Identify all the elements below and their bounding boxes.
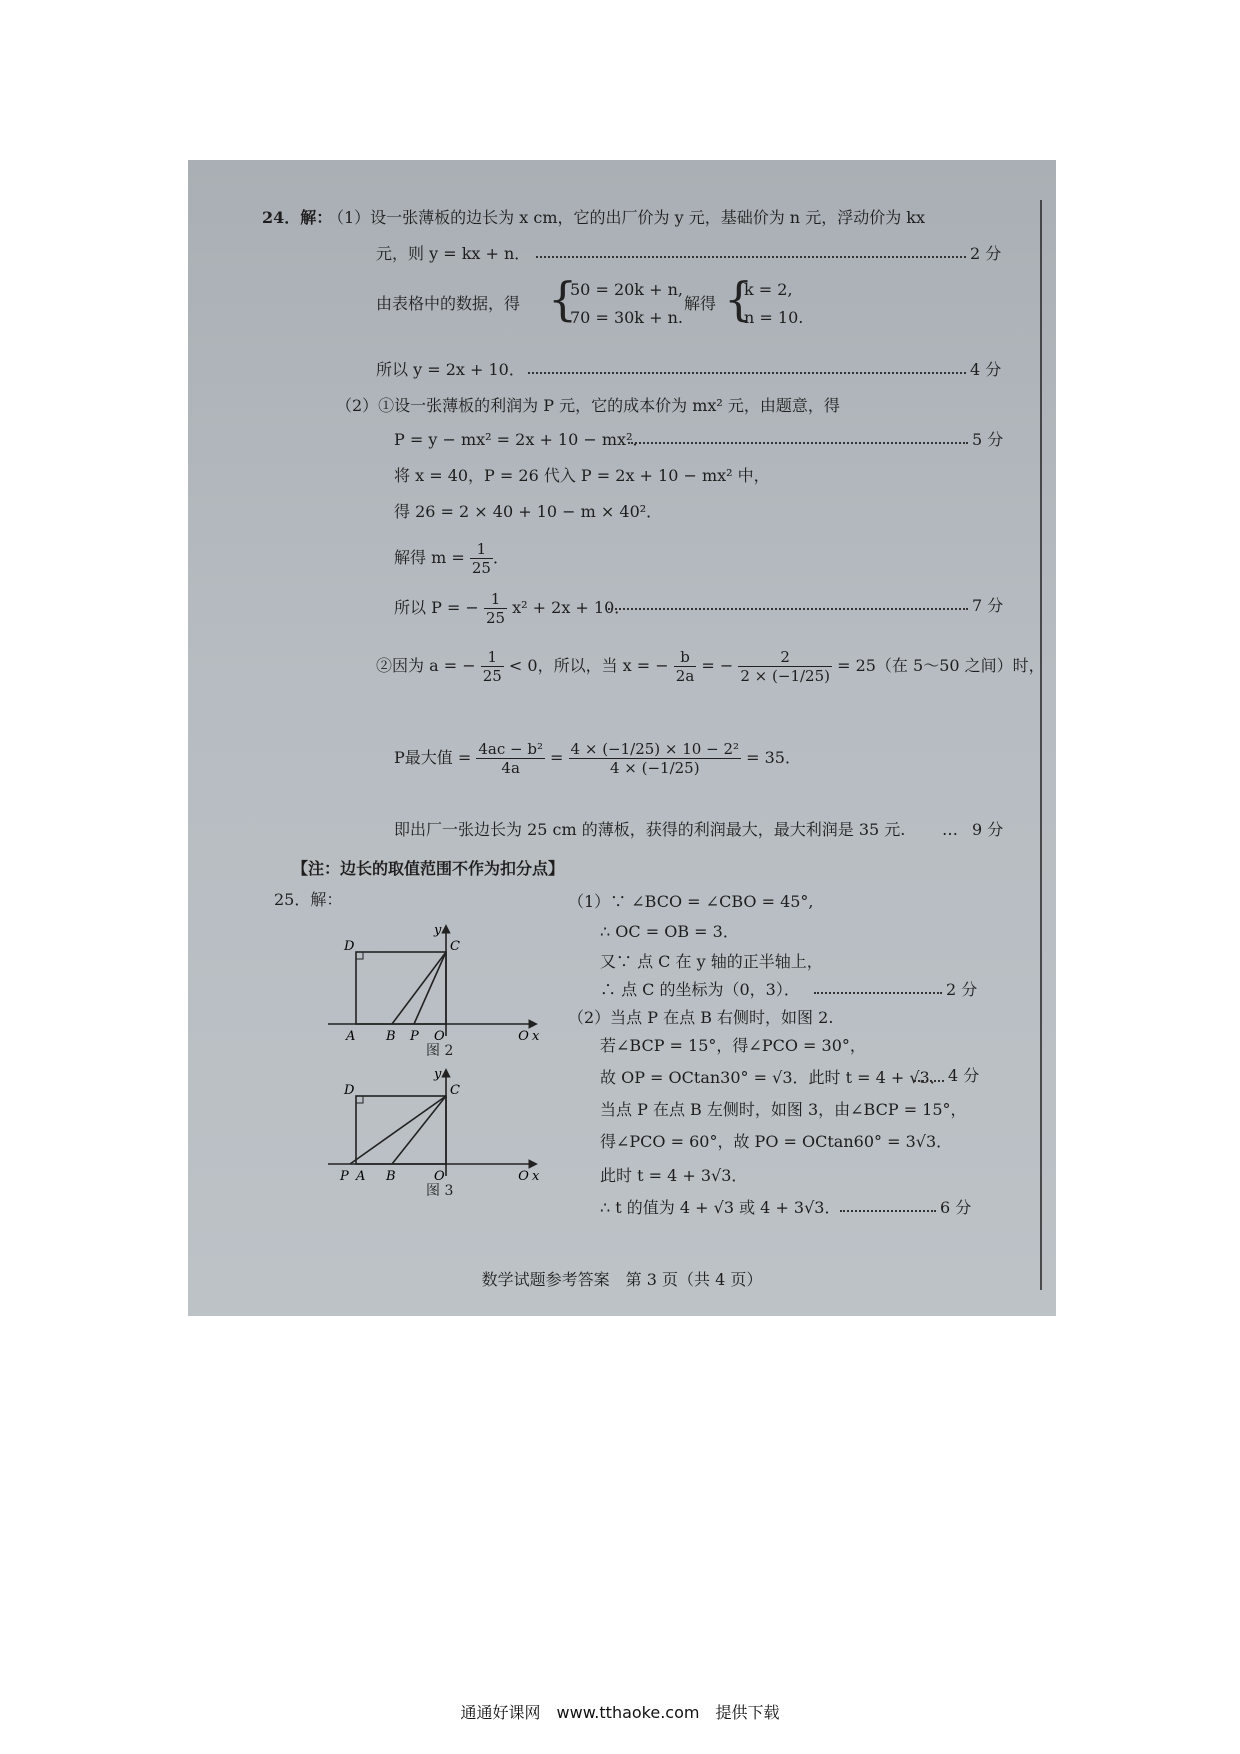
denominator: 25 (482, 667, 502, 685)
q25-r10: 此时 t = 4 + 3√3． (600, 1166, 748, 1185)
q24-line11 (376, 638, 1045, 694)
score-mark: 4 分 (970, 360, 1002, 379)
numerator: 4 × (−1/25) × 10 − 2² (570, 740, 740, 758)
denominator: 2a (675, 667, 695, 685)
label-O: O (434, 1169, 445, 1180)
q24-line4: 所以 y = 2x + 10． (376, 360, 525, 379)
q25-r9: 得∠PCO = 60°，故 PO = OCtan60° = 3√3． (600, 1132, 953, 1151)
label-y: y (434, 923, 442, 938)
figure-3-diagram (328, 1060, 548, 1180)
q24-line8: 得 26 = 2 × 40 + 10 − m × 40²． (394, 502, 663, 521)
figure-2-caption: 图 2 (426, 1043, 454, 1059)
q24-line2: 元，则 y = kx + n． (376, 244, 531, 263)
grading-note: 【注：边长的取值范围不作为扣分点】 (292, 859, 565, 878)
denominator: 25 (485, 609, 506, 627)
label-O: O (434, 1029, 445, 1040)
q25-r5: （2）当点 P 在点 B 右侧时，如图 2. (568, 1008, 834, 1027)
denominator: 4 × (−1/25) (609, 759, 700, 777)
score-mark: 9 分 (972, 820, 1004, 839)
q25-r11: ∴ t 的值为 4 + √3 或 4 + 3√3． (600, 1198, 841, 1217)
q24-line12: P最大值 = $\frac{\text{4ac − b²}}{4a}$ = $\frac{\text{4 × (−1/25) × 10 − 2²}}{4 \times (-1/25)}$ = 35． (394, 740, 801, 777)
numerator: 1 (470, 540, 493, 559)
fraction (470, 540, 493, 577)
score-leader-text: … (942, 820, 958, 839)
score-leader (536, 256, 966, 258)
right-angle-mark (356, 1096, 363, 1103)
q25-r2: ∴ OC = OB = 3． (600, 922, 739, 941)
score-leader (608, 608, 968, 610)
text: 解得 m = (394, 548, 465, 567)
label-y: y (434, 1067, 442, 1082)
q24-line6: P = y − mx² = 2x + 10 − mx²． (394, 430, 649, 449)
q24-line5: （2）①设一张薄板的利润为 P 元，它的成本价为 mx² 元，由题意，得 (336, 396, 840, 415)
score-mark: 4 分 (948, 1066, 980, 1085)
solve-label: 解得 (684, 294, 717, 313)
right-angle-mark (356, 952, 363, 959)
figure-3-caption: 图 3 (426, 1183, 454, 1199)
numerator: b (674, 648, 697, 667)
q25-r8: 当点 P 在点 B 左侧时，如图 3，由∠BCP = 15°， (600, 1100, 967, 1119)
score-mark: 2 分 (946, 980, 978, 999)
download-credit: 通通好课网 www.tthaoke.com 提供下载 (460, 1703, 780, 1722)
text: = − (701, 656, 734, 675)
q24-label: 24．解： (262, 208, 333, 227)
q24-line3: 由表格中的数据，得 (376, 294, 521, 313)
label-D: D (344, 939, 355, 954)
text: x² + 2x + 10． (512, 598, 631, 617)
q25-r6: 若∠BCP = 15°，得∠PCO = 30°， (600, 1036, 866, 1055)
fraction (738, 648, 832, 685)
equation: k = 2, (744, 280, 793, 299)
score-leader (814, 992, 942, 994)
q25-r4: ∴ 点 C 的坐标为（0，3）． (600, 980, 800, 999)
figure-3-svg (328, 1060, 548, 1180)
right-margin-line (1040, 200, 1042, 1290)
label-C: C (450, 1083, 460, 1098)
label-A: A (346, 1029, 356, 1040)
q24-line1: （1）设一张薄板的边长为 x cm，它的出厂价为 y 元，基础价为 n 元，浮动价为 kx (328, 208, 926, 227)
q24-line10 (394, 588, 630, 628)
system-brace: { (548, 272, 578, 326)
denominator: 25 (471, 559, 491, 577)
figure-2-diagram (328, 920, 548, 1040)
score-mark: 2 分 (970, 244, 1002, 263)
equation: n = 10. (744, 308, 804, 327)
text: = 35． (746, 748, 801, 767)
score-leader (840, 1210, 936, 1212)
text: P最大值 = (394, 748, 472, 767)
score-leader (628, 442, 968, 444)
label-x: x (532, 1029, 540, 1040)
denominator: 2 × (−1/25) (740, 667, 830, 685)
denominator: 4a (501, 759, 520, 777)
numerator: 1 (481, 648, 504, 667)
fraction (484, 590, 507, 627)
label-B: B (386, 1169, 396, 1180)
label-B: B (386, 1029, 396, 1040)
q24-line9: 解得 m = $\frac{1}{25}$ ． (394, 540, 509, 577)
label-x: x (532, 1169, 540, 1180)
q25-r1: （1）∵ ∠BCO = ∠CBO = 45°, (568, 892, 814, 911)
numerator: 2 (738, 648, 832, 667)
label-A: A (356, 1169, 366, 1180)
equation: 50 = 20k + n, (570, 280, 683, 299)
numerator: 1 (484, 590, 507, 609)
score-mark: 6 分 (940, 1198, 972, 1217)
page-footer: 数学试题参考答案 第 3 页（共 4 页） (481, 1270, 763, 1289)
q25-r7: 故 OP = OCtan30° = √3．此时 t = 4 + √3． (600, 1068, 946, 1087)
score-leader (914, 1080, 944, 1082)
label-C: C (450, 939, 460, 954)
segment-CB (392, 1096, 446, 1164)
score-mark: 7 分 (972, 596, 1004, 615)
numerator: 4ac − b² (478, 740, 543, 758)
fraction (481, 648, 504, 685)
text: 所以 P = − (394, 598, 479, 617)
system-brace: { (724, 272, 754, 326)
label-P: P (340, 1169, 349, 1180)
equation: 70 = 30k + n. (570, 308, 683, 327)
fraction (569, 740, 741, 777)
label-P: P (410, 1029, 419, 1040)
label-D: D (344, 1083, 355, 1098)
fraction (476, 740, 545, 777)
score-leader (528, 372, 966, 374)
score-mark: 5 分 (972, 430, 1004, 449)
text: < 0，所以，当 x = − (508, 656, 669, 675)
q25-r3: 又∵ 点 C 在 y 轴的正半轴上， (600, 952, 823, 971)
q24-line7: 将 x = 40，P = 26 代入 P = 2x + 10 − mx² 中， (394, 466, 770, 485)
label-Q: Q (518, 1169, 529, 1180)
figure-2-svg (328, 920, 548, 1040)
scanned-page-photo (188, 160, 1056, 1316)
label-Q: Q (518, 1029, 529, 1040)
fraction (674, 648, 697, 685)
segment-CP (350, 1096, 446, 1164)
text: = 25（在 5～50 之间）时， (837, 656, 1045, 675)
text: ②因为 a = − (376, 656, 476, 675)
q25-label: 25．解： (274, 890, 343, 909)
q24-line13: 即出厂一张边长为 25 cm 的薄板，获得的利润最大，最大利润是 35 元. (394, 820, 906, 839)
